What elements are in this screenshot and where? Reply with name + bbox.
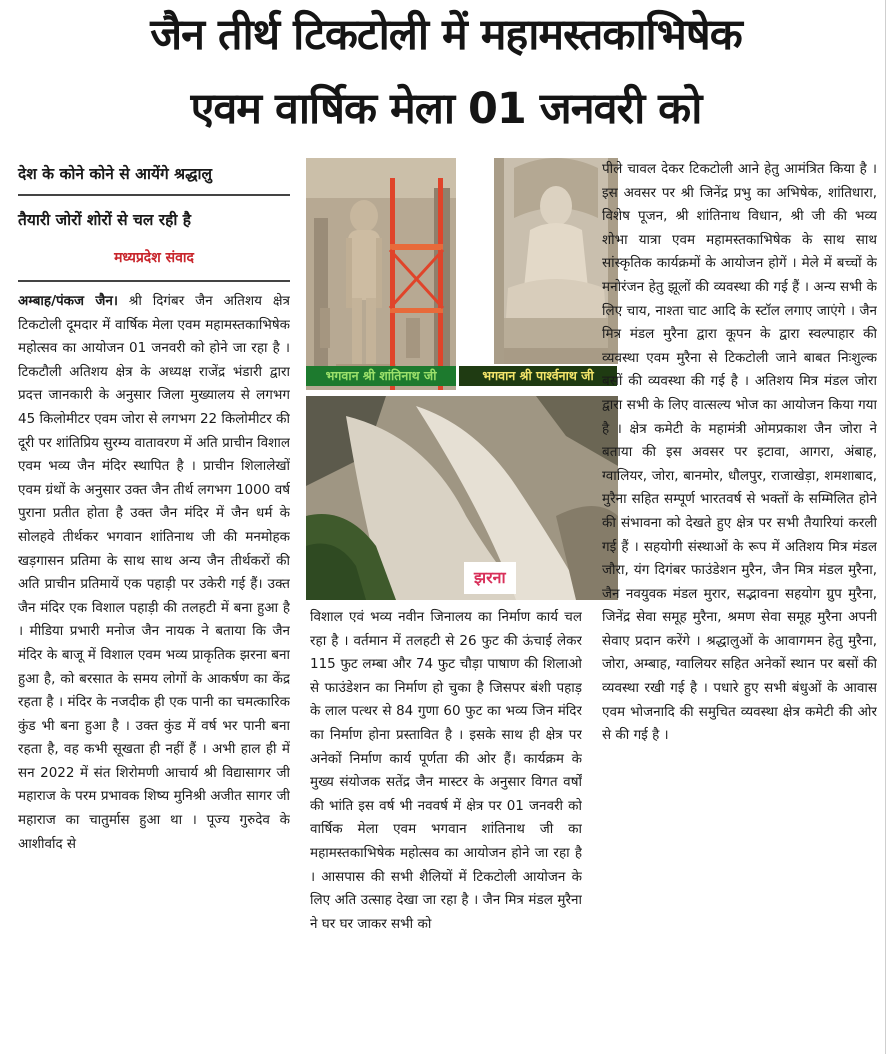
article-lead-byline: अम्बाह/पंकज जैन। bbox=[18, 293, 118, 309]
photo-shantinath-illustration bbox=[306, 158, 456, 390]
photo-parshvanath-idol bbox=[494, 158, 618, 364]
article-column-3-text: पीले चावल देकर टिकटोली आने हेतु आमंत्रित किया है । इस अवसर पर श्री जिनेंद्र प्रभु का अभिषेक, शांतिधारा, विशेष पूजन, श्री शांतिनाथ विधान, श्री जी की भव्य शोभा यात्रा एवम महामस्तकाभिषेक के साथ साथ सांस्कृतिक कार्यक्रमों के आयोजन होगें । मेले में बच्चों के मनोरंजन हेतु झूलों की व्यवस्था की गई हैं । अन्य सभी के लिए चाय, नाश्ता चाट आदि के स्टॉल लगाए जाएंगे । जैन मित्र मंडल मुरैना द्वारा कूपन के द्वारा स्वल्पाहार की व्यवस्था एवम मुरैना से टिकटोली जाने बाबत निःशुल्क बसों की व्यवस्था की गई है । अतिशय मित्र मंडल जोरा द्वारा सभी के लिए वात्सल्य भोज का आयोजन किया गया है । क्षेत्र कमेटी के महामंत्री ओमप्रकाश जैन जोरा ने बताया की इस अवसर पर इटावा, आगरा, अंबाह, ग्वालियर, जोरा, बानमोर, धौलपुर, राजाखेड़ा, शमशाबाद, मुरैना सहित सम्पूर्ण भारतवर्ष से भक्तों के सम्मिलित होने की संभावना को देखते हुए क्षेत्र पर सभी तैयारियां करली गई हैं । सहयोगी संस्थाओं के रूप में अतिशय मित्र मंडल जौरा, यंग दिगंबर फाउंडेशन मुरैन, जैन मित्र मंडल मुरैना, जैन नवयुवक मंडल मुरार, सद्भावना सहयोग ग्रुप मुरैना, जिनेंद्र सेवा समूह मुरैना, श्रमण सेवा समूह मुरैना अपनी सेवाए प्रदान करेंगे । श्रद्धालुओं के आवागमन हेतु मुरैना, जोरा, अम्बाह, ग्वालियर सहित अनेकों स्थान पर बसों की व्यवस्था रखी गई है । पधारे हुए सभी बंधुओं के आवास एवम भोजनादि की समुचित व्यवस्था क्षेत्र कमेटी की ओर से की गई है । bbox=[602, 161, 877, 744]
caption-waterfall: झरना bbox=[464, 562, 516, 594]
subheadline-2: तैयारी जोरों शोरों से चल रही है bbox=[18, 211, 191, 229]
article-column-3 bbox=[602, 158, 877, 1028]
photo-waterfall-illustration bbox=[306, 396, 618, 600]
photo-shantinath-idol bbox=[306, 158, 456, 390]
page-edge-rule bbox=[885, 0, 886, 1054]
photo-waterfall bbox=[306, 396, 618, 600]
subhead-divider bbox=[18, 194, 290, 196]
article-column-2 bbox=[310, 606, 582, 1048]
article-column-1-text: श्री दिगंबर जैन अतिशय क्षेत्र टिकटोली दूमदार में वार्षिक मेला एवम महामस्तकाभिषेक महोत्सव का आयोजन 01 जनवरी को होने जा रहा है । टिकटौली अतिशय क्षेत्र के अध्यक्ष राजेंद्र भंडारी द्वारा प्रदत्त जानकारी के अनुसार जिला मुख्यालय से लगभग 45 किलोमीटर एवम जोरा से लगभग 22 किलोमीटर की दूरी पर शांतिप्रिय सुरम्य वातावरण में अति प्राचीन विशाल एवम भव्य जैन मंदिर स्थापित है । प्राचीन शिलालेखों एवम ग्रंथों के अनुसार उक्त जैन तीर्थ लगभग 1000 वर्ष पुराना प्रतीत होता है उक्त जैन मंदिर में जैन धर्म के सोलहवे तीर्थकर भगवान शांतिनाथ जी की मनमोहक खड़गासन प्रतिमा के साथ साथ अन्य जैन तीर्थकरों की अति प्राचीन प्रतिमायें एक पहाड़ी पर उकेरी गई हैं। उक्त जैन मंदिर एक विशाल पहाड़ी की तलहटी में बना हुआ है । मीडिया प्रभारी मनोज जैन नायक ने बताया कि जैन मंदिर के बाजू में विशाल एवम भव्य प्राकृतिक झरना बना हुआ है, को बरसात के समय लोगों के आकर्षण का केंद्र रहता है । मंदिर के नजदीक ही एक पानी का चमत्कारिक कुंड भी बना हुआ है । उक्त कुंड में वर्ष भर पानी बना रहता है, वह कभी सूखता ही नहीं हैं । अभी हाल ही में सन 2022 में संत शिरोमणी आचार्य श्री विद्यासागर जी महाराज के परम प्रभावक शिष्य मुनिश्री अजीत सागर जी महाराज का चातुर्मास हुआ था । पूज्य गुरुदेव के आशीर्वाद से bbox=[18, 293, 290, 852]
article-column-2-text: विशाल एवं भव्य नवीन जिनालय का निर्माण कार्य चल रहा है । वर्तमान में तलहटी से 26 फुट की ऊंचाई लेकर 115 फुट लम्बा और 74 फुट चौड़ा पाषाण की शिलाओ से फाउंडेशन का निर्माण हो चुका है जिसपर बंशी पहाड़ के लाल पत्थर से 84 गुणा 60 फुट का भव्य जिन मंदिर का निर्माण होना प्रस्तावित है । इसके साथ ही क्षेत्र पर अनेकों निर्माण कार्य पूर्णता की ओर हैं। कार्यक्रम के मुख्य संयोजक सतेंद्र जैन मास्टर के अनुसार विगत वर्षों की भांति इस वर्ष भी नववर्ष में क्षेत्र पर 01 जनवरी को वार्षिक मेला एवम भगवान शांतिनाथ जी का महामस्तकाभिषेक महोत्सव का आयोजन होने जा रहा है । आसपास की सभी शैलियों में टिकटोली आयोजन के लिए अति उत्साह देखा जा रहा है । जैन मित्र मंडल मुरैना ने घर घर जाकर सभी को bbox=[310, 609, 582, 932]
photo-parshvanath-illustration bbox=[494, 158, 618, 364]
subheadline-1: देश के कोने कोने से आयेंगे श्रद्धालु bbox=[18, 165, 213, 183]
headline-line-2: एवम वार्षिक मेला 01 जनवरी को bbox=[190, 84, 702, 134]
dateline-divider bbox=[18, 280, 290, 282]
headline-line-1: जैन तीर्थ टिकटोली में महामस्तकाभिषेक bbox=[150, 10, 742, 60]
caption-shantinath: भगवान श्री शांतिनाथ जी bbox=[306, 366, 456, 386]
article-column-1 bbox=[18, 290, 290, 1048]
caption-parshvanath: भगवान श्री पार्श्वनाथ जी bbox=[459, 366, 617, 386]
dateline: मध्यप्रदेश संवाद bbox=[114, 250, 194, 266]
